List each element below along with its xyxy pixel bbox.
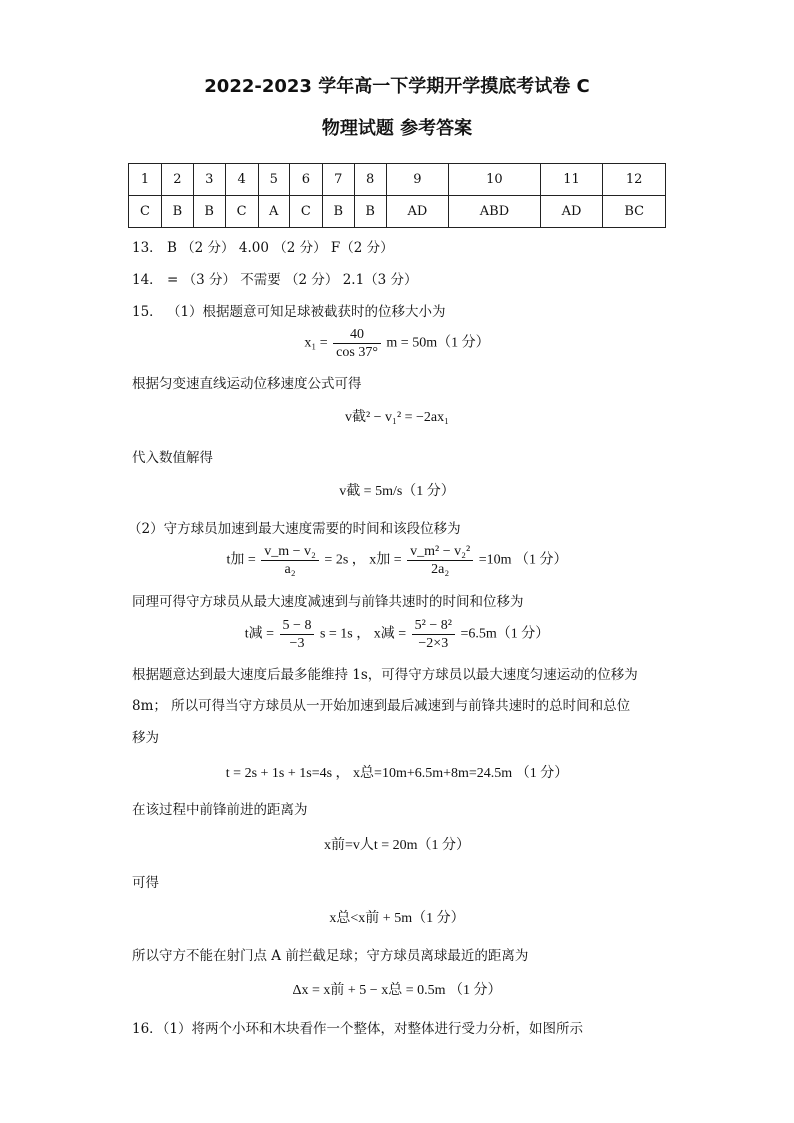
- eq4-x-rhs: =10m （1 分）: [478, 552, 568, 568]
- answer-table-answer-row: [129, 196, 666, 228]
- q15-equation-6: t = 2s + 1s + 1s=4s ， x总=10m+6.5m+8m=24.5m （1 分）: [225, 766, 569, 781]
- answer-cell: C: [289, 196, 322, 228]
- question-number-cell: 3: [193, 164, 225, 196]
- answer-cell: B: [322, 196, 354, 228]
- eq4-t-denominator: a₂: [284, 562, 296, 577]
- eq5-x-lhs: x减 =: [373, 626, 407, 642]
- question-number-cell: 8: [354, 164, 386, 196]
- question-number-cell: 1: [129, 164, 162, 196]
- eq5-x-numerator: 5² − 8²: [412, 617, 455, 635]
- answer-cell: C: [225, 196, 258, 228]
- eq4-t-lhs: t加 =: [226, 552, 256, 568]
- question-number-cell: 5: [258, 164, 289, 196]
- eq5-t-denominator: −3: [289, 636, 305, 651]
- q15-equation-1: [0, 326, 794, 361]
- q15-equation-7: x前=v人t = 20m（1 分）: [323, 838, 471, 853]
- question-number-cell: 11: [540, 164, 603, 196]
- q15-line-2: 根据匀变速直线运动位移速度公式可得: [132, 376, 362, 392]
- eq5-t-rhs: s = 1s ，: [319, 626, 371, 642]
- question-number-cell: 4: [225, 164, 258, 196]
- answer-cell: A: [258, 196, 289, 228]
- q15-part1-intro: 15． （1）根据题意可知足球被截获时的位移大小为: [132, 304, 446, 320]
- question-number-cell: 7: [322, 164, 354, 196]
- q14-answer: 14． = （3 分） 不需要 （2 分） 2.1（3 分）: [132, 272, 418, 288]
- eq1-rhs: m = 50m（1 分）: [386, 335, 490, 351]
- eq4-t-fraction: [261, 543, 319, 578]
- eq1-numerator: 40: [333, 326, 381, 344]
- q15-equation-4: [0, 543, 794, 578]
- answer-cell: B: [354, 196, 386, 228]
- eq5-x-fraction: [412, 617, 455, 652]
- eq4-x-numerator: v_m² − v₂²: [407, 543, 473, 561]
- question-number-cell: 10: [449, 164, 541, 196]
- q15-equation-8: x总<x前 + 5m（1 分）: [329, 911, 465, 926]
- q15-paragraph-6-line-1: 根据题意达到最大速度后最多能维持 1s，可得守方球员以最大速度匀速运动的位移为: [132, 667, 638, 683]
- eq1-denominator: cos 37°: [336, 345, 378, 360]
- eq4-t-numerator: v_m − v₂: [261, 543, 319, 561]
- eq4-x-denominator: 2a₂: [431, 562, 450, 577]
- eq5-x-denominator: −2×3: [418, 636, 449, 651]
- q15-equation-9: Δx = x前 + 5 − x总 = 0.5m （1 分）: [292, 983, 502, 998]
- eq4-x-fraction: [407, 543, 473, 578]
- q15-equation-2: v截² − v₁² = −2ax₁: [344, 410, 450, 425]
- q15-equation-5: [0, 617, 794, 652]
- answer-cell: B: [161, 196, 193, 228]
- q13-answer: 13． B （2 分） 4.00 （2 分） F（2 分）: [132, 240, 394, 256]
- eq4-x-lhs: x加 =: [369, 552, 402, 568]
- eq5-t-lhs: t减 =: [244, 626, 275, 642]
- q15-line-9: 所以守方不能在射门点 A 前拦截足球；守方球员离球最近的距离为: [132, 948, 529, 964]
- answer-cell: ABD: [449, 196, 541, 228]
- q15-line-3: 代入数值解得: [132, 450, 213, 466]
- question-number-cell: 6: [289, 164, 322, 196]
- eq5-x-rhs: =6.5m（1 分）: [460, 626, 550, 642]
- answer-table-number-row: [129, 164, 666, 196]
- answer-cell: BC: [603, 196, 666, 228]
- eq5-t-fraction: [280, 617, 315, 652]
- answer-table: [128, 163, 666, 228]
- eq1-lhs: x₁ =: [304, 335, 328, 351]
- q15-paragraph-6-line-2: 8m； 所以可得当守方球员从一开始加速到最后减速到与前锋共速时的总时间和总位: [132, 698, 631, 714]
- page-subtitle: 物理试题 参考答案: [321, 118, 473, 139]
- eq4-t-rhs: = 2s ，: [324, 552, 366, 568]
- q15-line-5: 同理可得守方球员从最大速度减速到与前锋共速时的时间和位移为: [132, 594, 524, 610]
- page-title: 2022-2023 学年高一下学期开学摸底考试卷 C: [204, 76, 590, 97]
- question-number-cell: 12: [603, 164, 666, 196]
- q15-line-8: 可得: [132, 875, 159, 891]
- answer-cell: AD: [540, 196, 603, 228]
- q15-equation-3: v截 = 5m/s（1 分）: [339, 484, 455, 499]
- q15-paragraph-6-line-3: 移为: [132, 730, 159, 746]
- question-number-cell: 2: [161, 164, 193, 196]
- question-number-cell: 9: [386, 164, 449, 196]
- answer-cell: AD: [386, 196, 449, 228]
- answer-cell: C: [129, 196, 162, 228]
- eq1-fraction: [333, 326, 381, 361]
- q15-line-7: 在该过程中前锋前进的距离为: [132, 802, 308, 818]
- q15-part2-intro: （2）守方球员加速到最大速度需要的时间和该段位移为: [128, 521, 461, 537]
- answer-cell: B: [193, 196, 225, 228]
- eq5-t-numerator: 5 − 8: [280, 617, 315, 635]
- q16-intro: 16．（1）将两个小环和木块看作一个整体，对整体进行受力分析，如图所示: [132, 1021, 584, 1037]
